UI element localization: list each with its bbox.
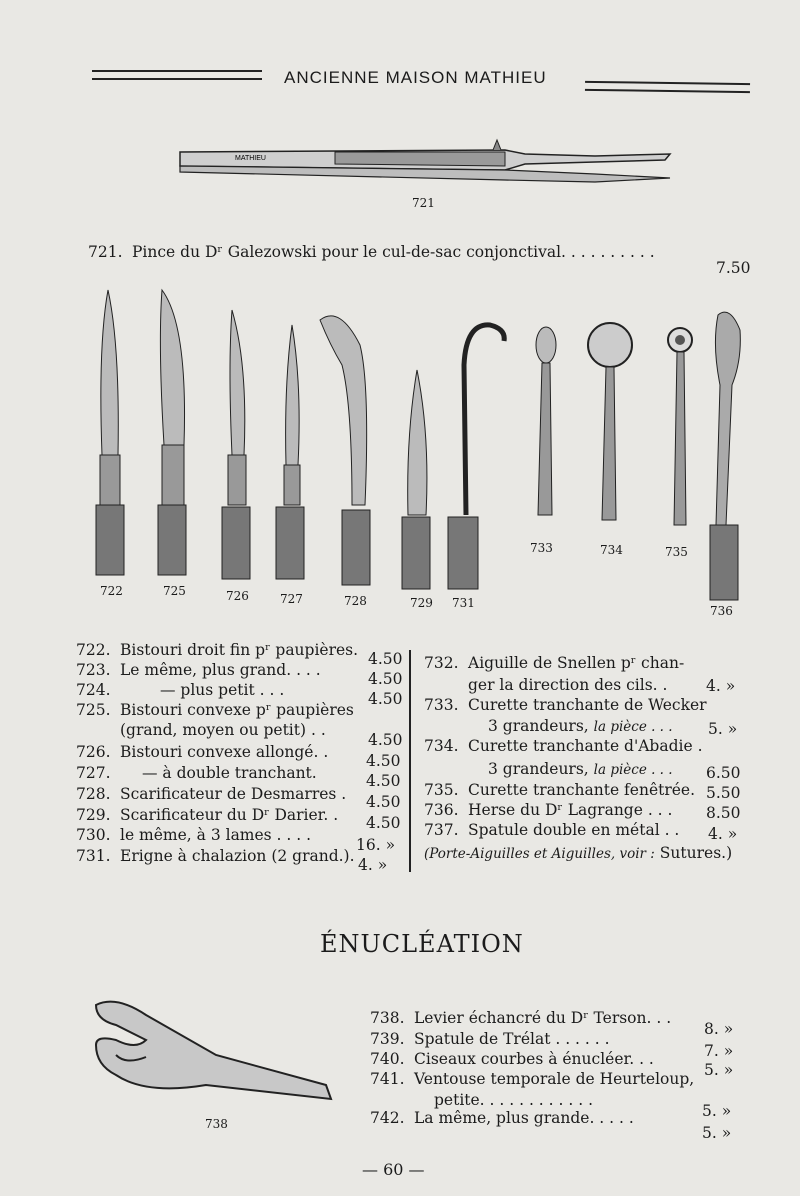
figure-label-735: 735 [665, 545, 688, 559]
item-number: 721. [88, 243, 123, 261]
list-item: 732. Aiguille de Snellen pʳ chan- [424, 654, 685, 672]
list-item: 730. le même, à 3 lames . . . . [76, 826, 312, 844]
list-item: ger la direction des cils. . [468, 676, 668, 694]
figure-label-738: 738 [205, 1117, 228, 1131]
figure-label-728: 728 [344, 594, 367, 608]
list-item-price: 4. » [358, 856, 388, 874]
list-item-price: 4.50 [368, 690, 403, 708]
curette-735-icon [668, 328, 692, 525]
figure-label-722: 722 [100, 584, 123, 598]
header-rule-right [585, 81, 750, 93]
list-item-price: 16. » [356, 836, 396, 854]
curette-734-icon [588, 323, 632, 520]
forceps-illustration [175, 140, 695, 190]
scalpel-725-icon [158, 290, 186, 575]
scalpel-726-icon [222, 310, 250, 579]
list-item-price: 4. » [708, 825, 738, 843]
hook-731-icon [448, 325, 504, 589]
list-item: (grand, moyen ou petit) . . [120, 721, 326, 739]
instruments-illustration [80, 285, 800, 605]
list-item-price: 4.50 [366, 793, 401, 811]
figure-label-721: 721 [412, 196, 435, 210]
scarifier-729-icon [402, 370, 430, 589]
list-item: 741. Ventouse temporale de Heurteloup, [370, 1070, 695, 1088]
figure-label-729: 729 [410, 596, 433, 610]
list-item: petite. . . . . . . . . . . . [434, 1091, 594, 1109]
scarifier-728-icon [320, 316, 370, 585]
figure-label-736: 736 [710, 604, 733, 618]
page-header-title: ANCIENNE MAISON MATHIEU [284, 68, 547, 87]
list-item: 739. Spatule de Trélat . . . . . . [370, 1030, 610, 1048]
list-item: 727. — à double tranchant. [76, 764, 317, 782]
list-item-price: 4.50 [366, 772, 401, 790]
list-item-price: 7. » [704, 1042, 734, 1060]
list-item: 740. Ciseaux courbes à énucléer. . . [370, 1050, 654, 1068]
figure-label-733: 733 [530, 541, 553, 555]
list-item-price: 4. » [706, 677, 736, 695]
engraved-maker-mark: MATHIEU [235, 155, 266, 162]
list-item: 724. — plus petit . . . [76, 681, 285, 699]
list-item: 737. Spatule double en métal . . [424, 821, 680, 839]
cross-reference-note: (Porte-Aiguilles et Aiguilles, voir : Sutures.) [424, 844, 733, 862]
harrow-736-icon [710, 312, 740, 600]
list-item: 729. Scarificateur du Dʳ Darier. . [76, 806, 339, 824]
list-item: 3 grandeurs, la pièce . . . [488, 717, 673, 735]
section-title: ÉNUCLÉATION [320, 930, 524, 958]
list-item: 736. Herse du Dʳ Lagrange . . . [424, 801, 673, 819]
item-721-row [88, 242, 655, 262]
header-rule-left [92, 70, 262, 80]
list-item-price: 5. » [702, 1124, 732, 1142]
list-item: 726. Bistouri convexe allongé. . [76, 743, 329, 761]
page-number: — 60 — [362, 1160, 425, 1179]
list-item: 3 grandeurs, la pièce . . . [488, 760, 673, 778]
list-item-price: 4.50 [368, 731, 403, 749]
list-item-price: 4.50 [368, 650, 403, 668]
list-item: 731. Erigne à chalazion (2 grand.). [76, 847, 355, 865]
list-item: 728. Scarificateur de Desmarres . [76, 785, 347, 803]
figure-label-726: 726 [226, 589, 249, 603]
lever-738-illustration [86, 995, 346, 1115]
list-item: 734. Curette tranchante d'Abadie . [424, 737, 703, 755]
column-divider [409, 650, 411, 872]
scalpel-722-icon [96, 290, 124, 575]
list-item-price: 8.50 [706, 804, 741, 822]
list-item-price: 6.50 [706, 764, 741, 782]
list-item: 722. Bistouri droit fin pʳ paupières. [76, 641, 359, 659]
list-item: 733. Curette tranchante de Wecker [424, 696, 707, 714]
item-721-price: 7.50 [716, 259, 751, 277]
list-item-price: 4.50 [366, 814, 401, 832]
curette-733-icon [536, 327, 556, 515]
figure-label-734: 734 [600, 543, 623, 557]
list-item: 735. Curette tranchante fenêtrée. [424, 781, 696, 799]
list-item-price: 4.50 [368, 670, 403, 688]
scalpel-727-icon [276, 325, 304, 579]
list-item-price: 5.50 [706, 784, 741, 802]
list-item-price: 4.50 [366, 752, 401, 770]
list-item: 738. Levier échancré du Dʳ Terson. . . [370, 1009, 672, 1027]
list-item-price: 5. » [702, 1102, 732, 1120]
figure-label-725: 725 [163, 584, 186, 598]
list-item-price: 5. » [708, 720, 738, 738]
figure-label-731: 731 [452, 596, 475, 610]
list-item-price: 5. » [704, 1061, 734, 1079]
list-item: 725. Bistouri convexe pʳ paupières [76, 701, 354, 719]
figure-label-727: 727 [280, 592, 303, 606]
list-item: 742. La même, plus grande. . . . . [370, 1109, 634, 1127]
item-description: Pince du Dʳ Galezowski pour le cul-de-sac conjonctival. . . . . . . . . . [132, 243, 655, 261]
list-item-price: 8. » [704, 1020, 734, 1038]
list-item: 723. Le même, plus grand. . . . [76, 661, 321, 679]
